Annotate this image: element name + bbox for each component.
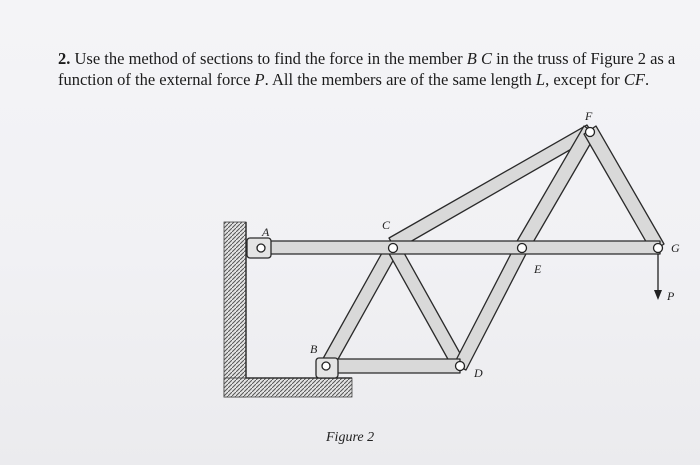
force-symbol: P — [254, 70, 265, 89]
member-name: B C — [466, 49, 492, 68]
label-e: E — [534, 262, 542, 276]
member-fg — [584, 126, 664, 252]
member-bc — [320, 244, 399, 370]
length-symbol: L — [535, 70, 546, 89]
label-f: F — [585, 109, 593, 123]
problem-number: 2. — [58, 49, 71, 68]
problem-text-1: Use the method of sections to find the force in the member — [70, 49, 467, 68]
pin-b — [322, 362, 330, 370]
label-c: C — [382, 218, 391, 232]
pin-g — [654, 244, 663, 253]
problem-text-2: in the truss of Figure 2 as a function of the external force — [58, 49, 676, 89]
pin-d — [456, 362, 465, 371]
label-g: G — [671, 241, 680, 255]
problem-text-3: . All the members are of the same length — [264, 70, 536, 89]
load-arrow — [654, 254, 662, 300]
member-cd — [387, 244, 466, 370]
problem-text-4: , except for — [545, 70, 624, 89]
pin-e — [518, 244, 527, 253]
label-d: D — [474, 366, 483, 380]
figure-caption: Figure 2 — [326, 430, 375, 445]
label-b: B — [310, 342, 318, 356]
pin-c — [389, 244, 398, 253]
member-bd — [326, 359, 460, 373]
pin-a — [257, 244, 265, 252]
member-ag — [248, 241, 660, 254]
label-p: P — [667, 289, 675, 303]
label-a: A — [262, 225, 270, 239]
member-de — [454, 244, 528, 370]
problem-text-5: . — [644, 70, 650, 89]
truss-members — [248, 125, 664, 373]
pin-f — [586, 128, 595, 137]
exception-member: CF — [623, 70, 645, 89]
